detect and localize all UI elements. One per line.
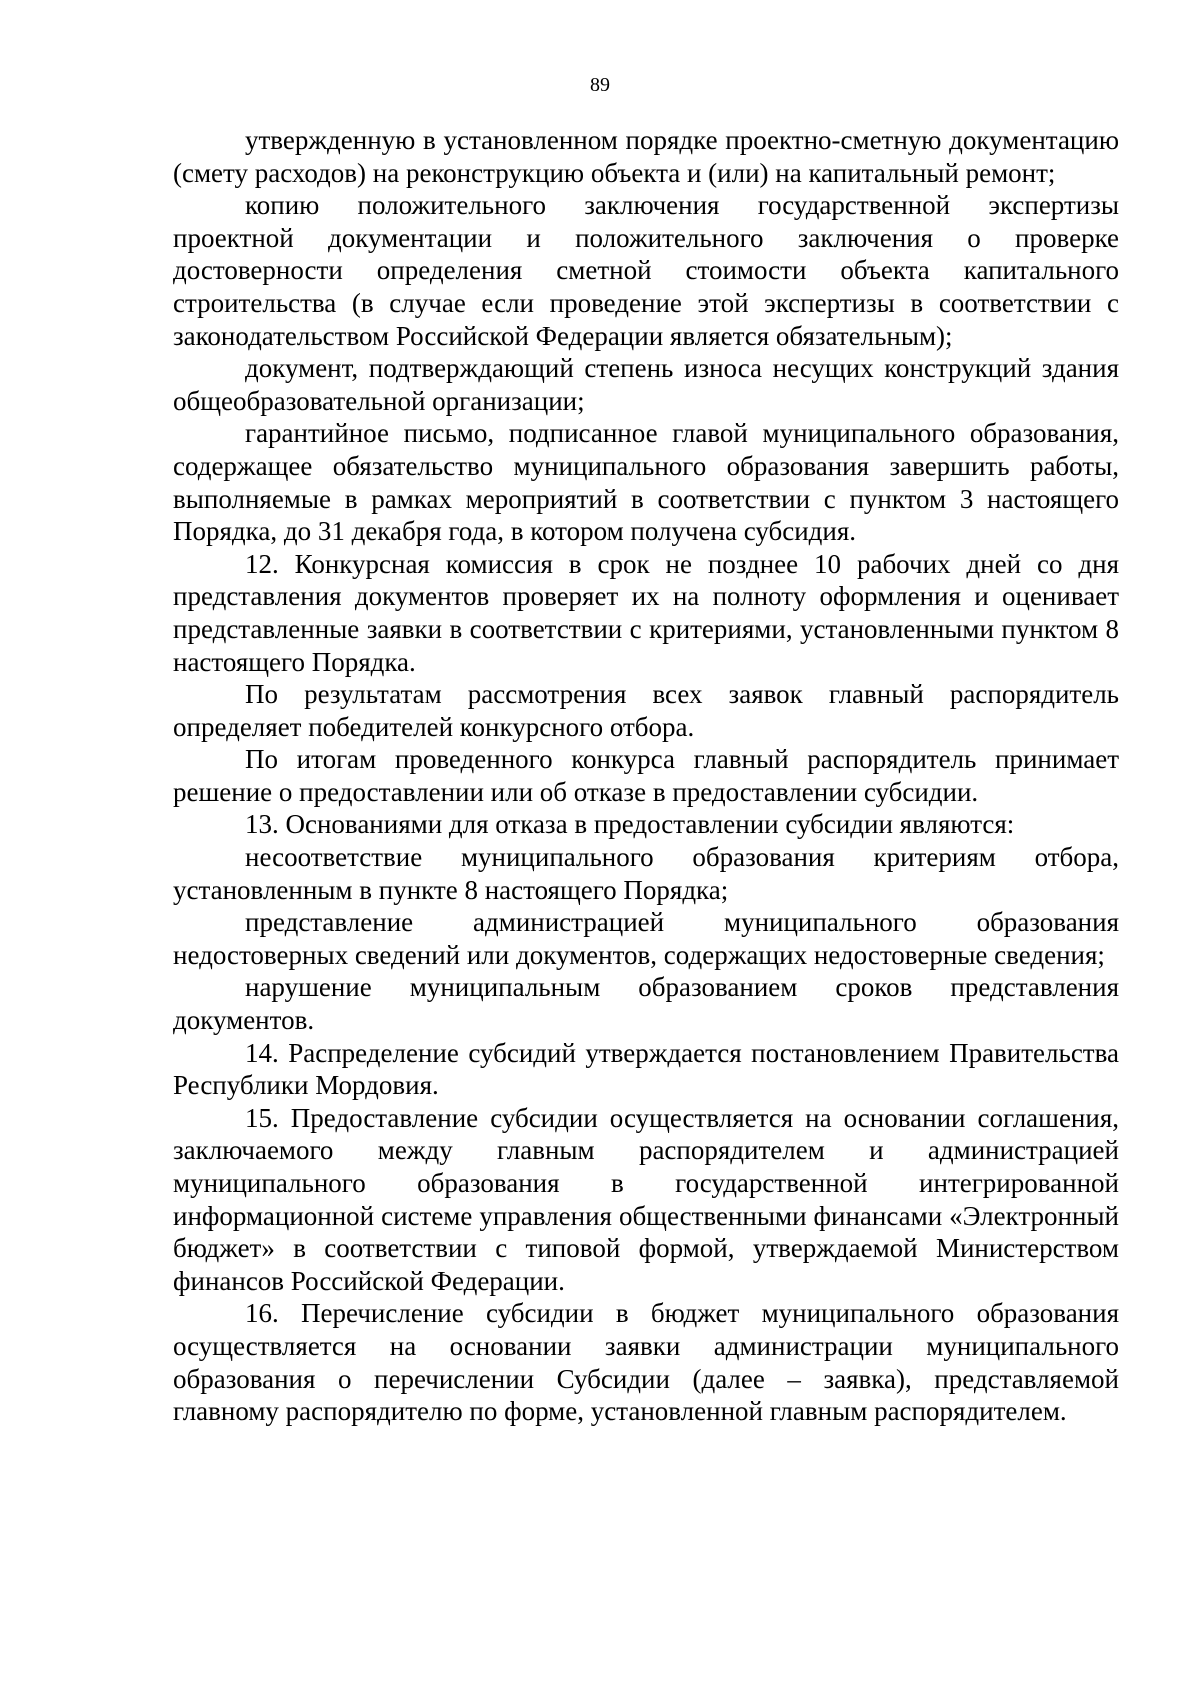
paragraph-design-estimate-documentation: утвержденную в установленном порядке проектно-сметную документацию (смету расходов) на реконструкцию объекта и (или) на капитальный ремонт;	[173, 125, 1119, 188]
paragraph-item-15: 15. Предоставление субсидии осуществляется на основании соглашения, заключаемого между главным распорядителем и администрацией муниципального образования в государственной интегрированной информационной системе управления общественными финансами «Электронный бюджет» в соответствии с типовой формой, утверждаемой Министерством финансов Российской Федерации.	[173, 1102, 1119, 1296]
paragraph-review-results: По результатам рассмотрения всех заявок главный распорядитель определяет победителей конкурсного отбора.	[173, 679, 1119, 742]
paragraph-refusal-deadline-violation: нарушение муниципальным образованием сроков представления документов.	[173, 972, 1119, 1036]
paragraph-expertise-conclusion-copy: копию положительного заключения государственной экспертизы проектной документации и положительного заключения о проверке достоверности определения сметной стоимости объекта капитального строительства (в случае если проведение этой экспертизы в соответствии с законодательством Российской Федерации является обязательным);	[173, 190, 1119, 351]
page-number: 89	[590, 74, 610, 96]
paragraph-item-14: 14. Распределение субсидий утверждается постановлением Правительства Республики Мордовия.	[173, 1037, 1119, 1101]
paragraph-refusal-criteria-mismatch: несоответствие муниципального образования критериям отбора, установленным в пункте 8 настоящего Порядка;	[173, 842, 1119, 905]
document-body	[173, 124, 1119, 1428]
paragraph-refusal-false-info: представление администрацией муниципального образования недостоверных сведений или документов, содержащих недостоверные сведения;	[173, 907, 1119, 970]
paragraph-wear-document: документ, подтверждающий степень износа несущих конструкций здания общеобразовательной организации;	[173, 353, 1119, 416]
paragraph-item-13: 13. Основаниями для отказа в предоставлении субсидии являются:	[245, 809, 1015, 840]
paragraph-item-12: 12. Конкурсная комиссия в срок не позднее 10 рабочих дней со дня представления документов проверяет их на полноту оформления и оценивает представленные заявки в соответствии с критериями, установленными пунктом 8 настоящего Порядка.	[173, 548, 1119, 677]
paragraph-contest-decision: По итогам проведенного конкурса главный распорядитель принимает решение о предоставлении или об отказе в предоставлении субсидии.	[173, 744, 1119, 807]
paragraph-item-16: 16. Перечисление субсидии в бюджет муниципального образования осуществляется на основании заявки администрации муниципального образования о перечислении Субсидии (далее – заявка), представляемой главному распорядителю по форме, установленной главным распорядителем.	[173, 1298, 1119, 1427]
paragraph-guarantee-letter: гарантийное письмо, подписанное главой муниципального образования, содержащее обязательство муниципального образования завершить работы, выполняемые в рамках мероприятий в соответствии с пунктом 3 настоящего Порядка, до 31 декабря года, в котором получена субсидия.	[173, 418, 1119, 547]
